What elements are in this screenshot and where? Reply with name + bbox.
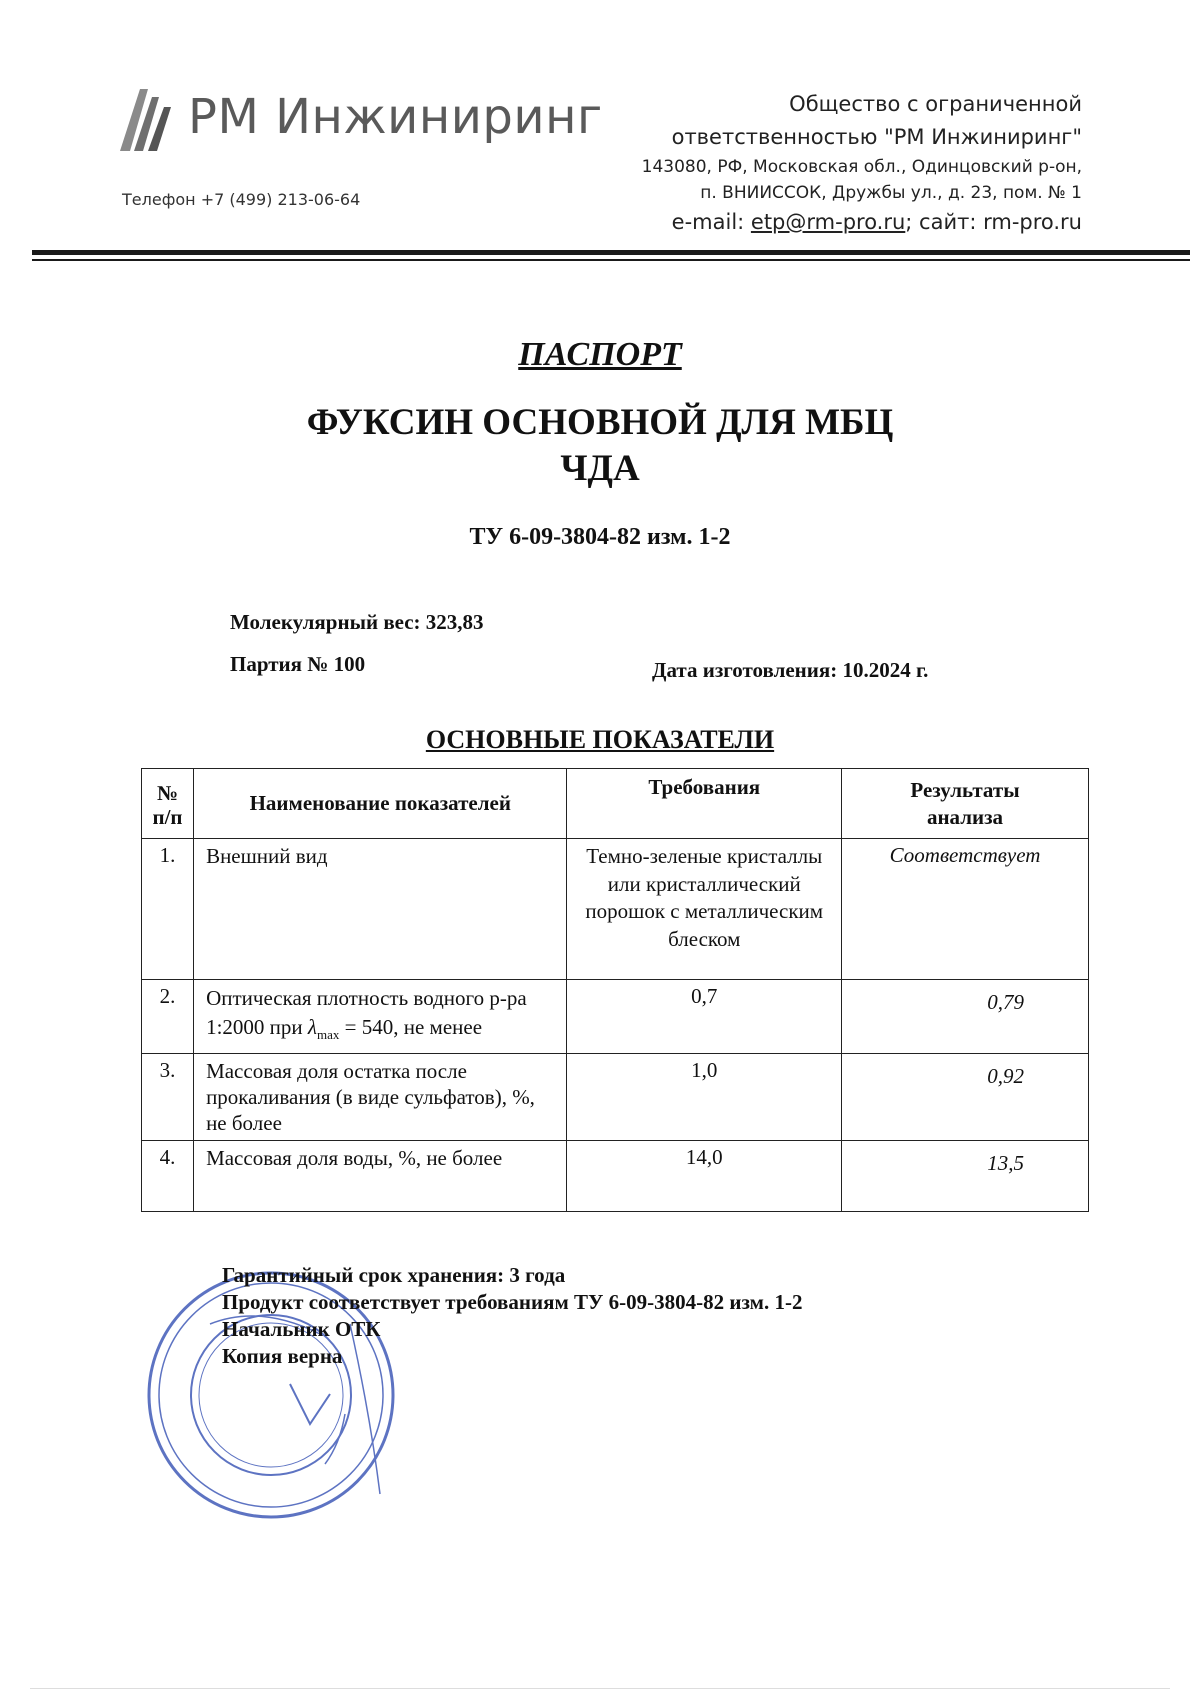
website-text: ; сайт: rm-pro.ru xyxy=(905,210,1082,234)
header-name: Наименование показателей xyxy=(194,769,567,839)
page-bottom-edge xyxy=(30,1688,1170,1689)
product-title-line2: ЧДА xyxy=(560,448,640,489)
company-address-line2: п. ВНИИССОК, Дружбы ул., д. 23, пом. № 1 xyxy=(700,183,1082,203)
footer-block xyxy=(222,1262,802,1370)
table-row xyxy=(142,839,1089,980)
molecular-weight: Молекулярный вес: 323,83 xyxy=(230,610,484,634)
row-result: Соответствует xyxy=(842,839,1089,980)
product-title xyxy=(0,400,1200,492)
table-header-row xyxy=(142,769,1089,839)
company-contacts xyxy=(642,206,1082,239)
manufacture-date: Дата изготовления: 10.2024 г. xyxy=(652,658,929,682)
row-name: Массовая доля воды, %, не более xyxy=(194,1141,567,1212)
lambda-subscript: max xyxy=(316,1027,340,1043)
row-result: 0,92 xyxy=(842,1054,1089,1141)
row-requirement: 1,0 xyxy=(567,1054,842,1141)
email-label: e-mail: xyxy=(671,210,751,234)
batch-number: Партия № 100 xyxy=(230,652,366,676)
row-num: 3. xyxy=(142,1054,194,1141)
lambda-symbol: λ xyxy=(307,1015,317,1039)
row-requirement: 0,7 xyxy=(567,980,842,1054)
header-results: Результаты анализа xyxy=(842,769,1089,839)
header-divider-thick xyxy=(32,250,1190,255)
row-result: 0,79 xyxy=(842,980,1089,1054)
section-title: ОСНОВНЫЕ ПОКАЗАТЕЛИ xyxy=(425,725,775,754)
logo-text: РМ Инжиниринг xyxy=(188,89,603,145)
company-phone: Телефон +7 (499) 213-06-64 xyxy=(122,190,361,209)
document-type-title: ПАСПОРТ xyxy=(518,336,682,373)
row-name: Оптическая плотность водного р-ра 1:2000 при $\lambda_{max} = 540$, не менее xyxy=(194,980,567,1054)
row-requirement: Темно-зеленые кристаллы или кристаллический порошок с металлическим блеском xyxy=(567,839,842,980)
company-logo xyxy=(118,78,603,156)
table-row xyxy=(142,1141,1089,1212)
row-num: 1. xyxy=(142,839,194,980)
row-requirement: 14,0 xyxy=(567,1141,842,1212)
product-title-line1: ФУКСИН ОСНОВНОЙ ДЛЯ МБЦ xyxy=(306,402,894,443)
email-link[interactable]: etp@rm-pro.ru xyxy=(750,210,906,234)
shelf-life: Гарантийный срок хранения: 3 года xyxy=(222,1263,566,1287)
logo-mark-icon xyxy=(118,81,180,153)
specs-table xyxy=(141,768,1089,1212)
row-name: Внешний вид xyxy=(194,839,567,980)
row-name: Массовая доля остатка после прокаливания (в виде сульфатов), %, не более xyxy=(194,1054,567,1141)
copy-note: Копия верна xyxy=(222,1344,343,1368)
tu-reference: ТУ 6-09-3804-82 изм. 1-2 xyxy=(469,524,731,550)
header-requirements: Требования xyxy=(567,769,842,839)
company-name-line1: Общество с ограниченной xyxy=(789,92,1082,116)
company-name-line2: ответственностью "РМ Инжиниринг" xyxy=(671,125,1082,149)
header-num: № п/п xyxy=(142,769,194,839)
table-row xyxy=(142,980,1089,1054)
header-divider-thin xyxy=(32,259,1190,261)
company-info xyxy=(642,88,1082,239)
row-num: 4. xyxy=(142,1141,194,1212)
signatory-title: Начальник ОТК xyxy=(222,1317,381,1341)
compliance-statement: Продукт соответствует требованиям ТУ 6-09-3804-82 изм. 1-2 xyxy=(222,1290,803,1314)
row-result: 13,5 xyxy=(842,1141,1089,1212)
row-num: 2. xyxy=(142,980,194,1054)
table-row xyxy=(142,1054,1089,1141)
company-address-line1: 143080, РФ, Московская обл., Одинцовский р-он, xyxy=(641,157,1082,177)
